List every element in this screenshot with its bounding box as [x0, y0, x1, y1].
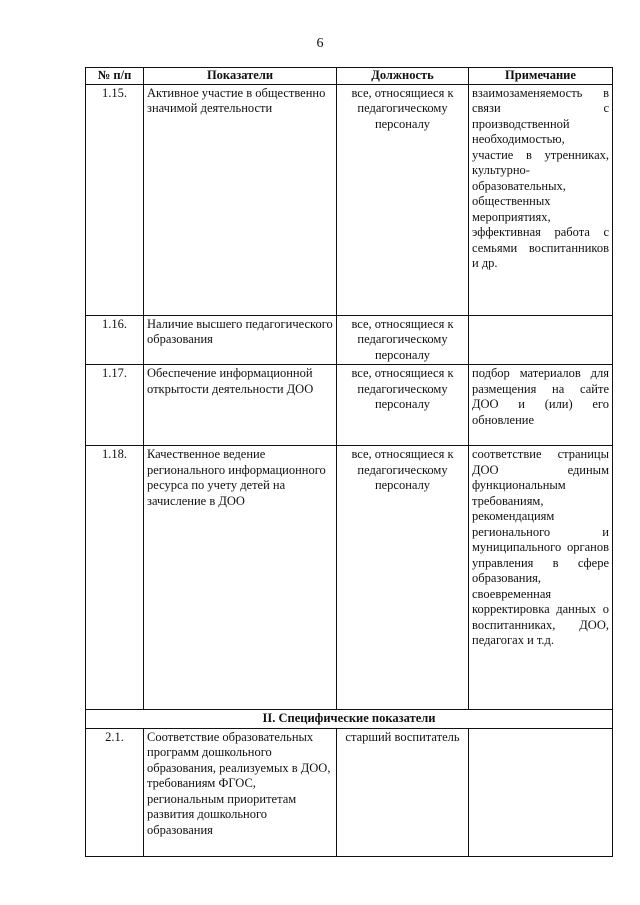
row-note — [469, 728, 613, 856]
header-position: Должность — [337, 68, 469, 85]
row-indicator: Качественное ведение регионального информационного ресурса по учету детей на зачисление в ДОО — [144, 446, 337, 710]
row-number: 1.17. — [86, 365, 144, 446]
row-note — [469, 315, 613, 365]
table-header-row — [86, 68, 613, 85]
section-heading: II. Специфические показатели — [86, 710, 613, 729]
row-indicator: Обеспечение информационной открытости деятельности ДОО — [144, 365, 337, 446]
table-row — [86, 728, 613, 856]
table-row — [86, 365, 613, 446]
row-indicator: Соответствие образовательных программ дошкольного образования, реализуемых в ДОО, требованиям ФГОС, региональным приоритетам развития дошкольного образования — [144, 728, 337, 856]
row-indicator: Активное участие в общественно значимой деятельности — [144, 84, 337, 315]
header-note: Примечание — [469, 68, 613, 85]
indicators-table — [85, 67, 613, 857]
row-position: старший воспитатель — [337, 728, 469, 856]
header-num: № п/п — [86, 68, 144, 85]
row-number: 1.18. — [86, 446, 144, 710]
row-note: подбор материалов для размещения на сайте ДОО и (или) его обновление — [469, 365, 613, 446]
row-note: взаимозаменяемость в связи с производственной необходимостью, участие в утренниках, культурно-образовательных, общественных мероприятиях, эффективная работа с семьями воспитанников и др. — [469, 84, 613, 315]
row-number: 1.15. — [86, 84, 144, 315]
table-row — [86, 84, 613, 315]
row-number: 1.16. — [86, 315, 144, 365]
page-number: 6 — [316, 36, 324, 51]
row-position: все, относящиеся к педагогическому персоналу — [337, 315, 469, 365]
row-number: 2.1. — [86, 728, 144, 856]
row-note: соответствие страницы ДОО единым функциональным требованиям, рекомендациям регионального и муниципального органов управления в сфере образования, своевременная корректировка данных о воспитанниках, ДОО, педагогах и т.д. — [469, 446, 613, 710]
table-row — [86, 315, 613, 365]
row-position: все, относящиеся к педагогическому персоналу — [337, 446, 469, 710]
row-indicator: Наличие высшего педагогического образования — [144, 315, 337, 365]
row-position: все, относящиеся к педагогическому персоналу — [337, 365, 469, 446]
row-position: все, относящиеся к педагогическому персоналу — [337, 84, 469, 315]
table-row — [86, 446, 613, 710]
section-heading-row — [86, 710, 613, 729]
header-indicators: Показатели — [144, 68, 337, 85]
